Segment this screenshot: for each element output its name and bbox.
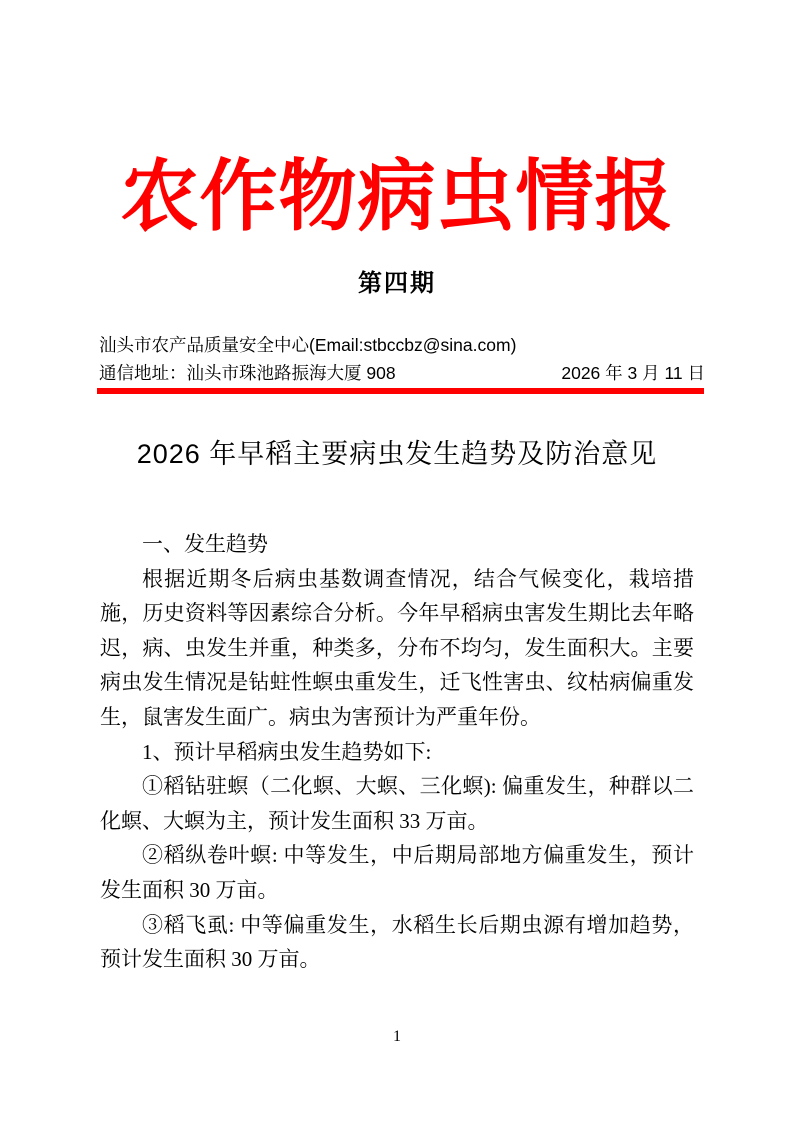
masthead-title: 农作物病虫情报 — [120, 153, 674, 240]
red-divider-rule — [97, 388, 704, 394]
paragraph: 一、发生趋势 — [142, 532, 268, 556]
address-date-line — [99, 359, 705, 387]
header-info-block — [99, 331, 705, 387]
org-email-line: 汕头市农产品质量安全中心(Email:stbccbz@sina.com) — [99, 335, 517, 355]
issue-label: 第四期 — [358, 271, 436, 297]
paragraph: 根据近期冬后病虫基数调查情况，结合气候变化，栽培措施，历史资料等因素综合分析。今年早稻病虫害发生期比去年略迟，病、虫发生并重，种类多，分布不均匀，发生面积大。主要病虫发生情况是钻蛀性螟虫重发生，迁飞性害虫、纹枯病偏重发生，鼠害发生面广。病虫为害预计为严重年份。 — [100, 566, 694, 729]
page-number: 1 — [393, 1028, 401, 1045]
paragraph: 1、预计早稻病虫发生趋势如下: — [142, 739, 432, 764]
paragraph: ③稻飞虱: 中等偏重发生，水稻生长后期虫源有增加趋势，预计发生面积 30 万亩。 — [100, 912, 694, 972]
document-body — [100, 527, 694, 977]
paragraph: ②稻纵卷叶螟: 中等发生，中后期局部地方偏重发生，预计发生面积 30 万亩。 — [100, 843, 694, 902]
address-text: 通信地址：汕头市珠池路振海大厦 908 — [99, 363, 396, 383]
document-title: 2026 年早稻主要病虫发生趋势及防治意见 — [136, 439, 658, 469]
paragraph: ①稻钻驻螟（二化螟、大螟、三化螟): 偏重发生，种群以二化螟、大螟为主，预计发生面积 33 万亩。 — [100, 774, 694, 833]
date-text: 2026 年 3 月 11 日 — [561, 363, 705, 383]
